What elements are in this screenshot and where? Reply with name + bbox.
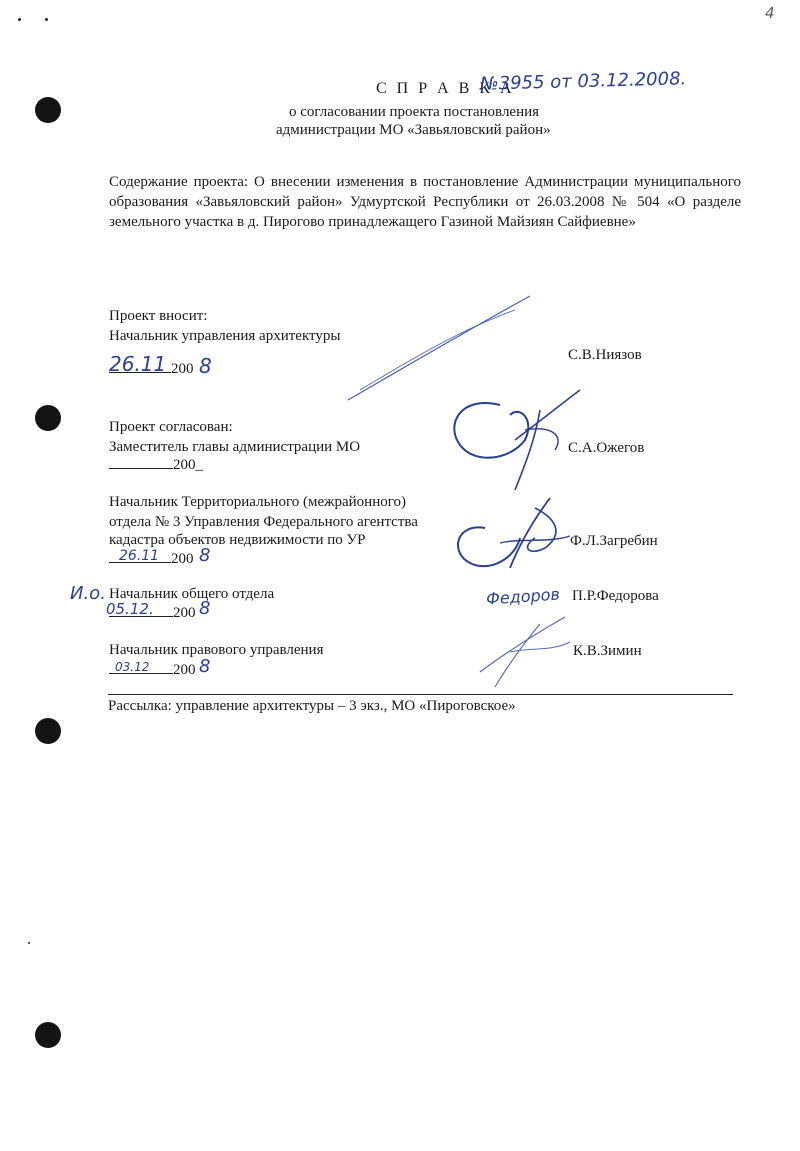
submitter-label: Проект вносит: [109,308,208,324]
subtitle-line-2: администрации МО «Завьяловский район» [276,122,551,138]
approver-year-handwritten: 8 [199,598,211,619]
approver-date-handwritten: 26.11 [119,548,160,564]
approver-year: 200 [173,662,196,678]
punch-hole [35,405,61,431]
approver-year: 200 [173,605,196,621]
scan-speck [45,18,48,21]
submitter-year: 200 [171,361,194,377]
scan-speck [28,942,30,944]
approver-position: Начальник правового управления [109,642,324,658]
document-title: С П Р А В К А [376,80,515,97]
punch-hole [35,97,61,123]
approver-date-line [109,455,203,475]
punch-hole [35,1022,61,1048]
approver-date-printed: 200_ [173,457,203,473]
approver-position: отдела № 3 Управления Федерального агентства [109,514,418,530]
punch-hole [35,718,61,744]
approver-name: П.Р.Федорова [572,588,659,604]
approver-signature-text: Федоров [485,584,561,609]
approver-name: К.В.Зимин [573,643,642,659]
approver-position: кадастра объектов недвижимости по УР [109,532,366,548]
approver-name: С.А.Ожегов [568,440,645,456]
subtitle-line-1: о согласовании проекта постановления [289,104,540,120]
signature-ozhegov [440,385,590,495]
approver-name: Ф.Л.Загребин [570,533,658,549]
signature-zimin [470,612,580,692]
approver-year-handwritten: 8 [199,545,211,566]
divider-line [108,694,733,695]
signature-zagrebin [440,488,580,588]
approver-prefix-handwritten: И.о. [70,583,106,604]
page-number: 4 [765,4,775,22]
approver-position: Начальник Территориального (межрайонного) [109,494,406,510]
submitter-position: Начальник управления архитектуры [109,328,341,344]
approver-year: 200 [171,551,194,567]
approver-year-handwritten: 8 [199,656,211,677]
approver-position: Заместитель главы администрации МО [109,439,361,455]
distribution-list: Рассылка: управление архитектуры – 3 экз., МО «Пироговское» [108,698,516,714]
submitter-date-handwritten: 26.11 [109,352,167,376]
project-content: Содержание проекта: О внесении изменения в постановление Администрации муниципального образования «Завьяловский район» Удмуртской Республики от 26.03.2008 № 504 «О разделе земельного участка в д. Пирогово принадлежащего Газиной Майзиян Сайфиевне» [109,174,741,230]
approver-date-handwritten: 05.12. [106,600,154,618]
approver-position: Начальник общего отдела [109,586,275,602]
scan-speck [18,18,21,21]
submitter-year-handwritten: 8 [199,354,212,378]
approved-label: Проект согласован: [109,419,233,435]
approver-date-handwritten: 03.12 [115,660,150,674]
submitter-name: С.В.Ниязов [568,347,642,363]
registration-number: №3955 от 03.12.2008. [479,68,687,95]
